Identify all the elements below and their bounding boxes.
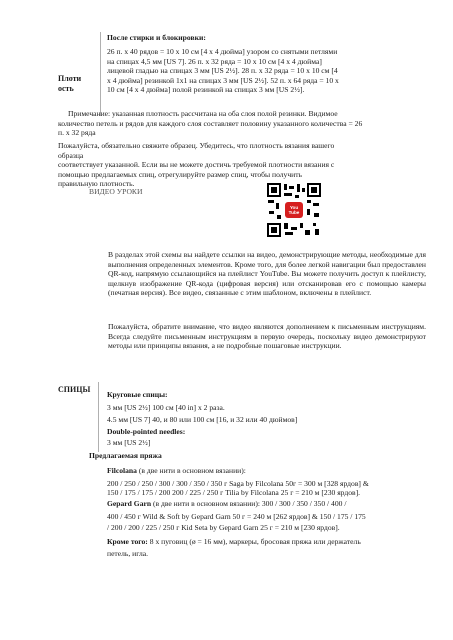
other-line2: петель, игла.: [107, 548, 149, 558]
video-paragraph-1: В разделах этой схемы вы найдете ссылки на видео, демонстрирующие методы, необходимые для выполнения определенных элементов. Кроме того, для более легкой навигации был предоставлен QR-код, напрямую ссылающийся на плейлист YouTube. Вы можете получить доступ к плейлисту, щелкнув изображение QR-кода (цифровая версия) или отсканировав его с помощью камеры (печатная версия). Все видео, связанные с этим шаблоном, включены в плейлист.: [108, 250, 426, 298]
filcolana-block: [107, 466, 437, 498]
filcolana-line: 150 / 175 / 175 / 200 200 / 225 / 250 г Tilia by Filcolana 25 г = 210 м [230 ярдов].: [107, 488, 361, 498]
gepard-title: [107, 499, 437, 509]
filcolana-name: Filcolana: [107, 466, 137, 475]
youtube-badge-line1: You: [289, 205, 299, 210]
swatch-line: Пожалуйста, обязательно свяжите образец. Убедитесь, что плотность вязания вашего: [58, 141, 335, 150]
density-section-label: [58, 74, 81, 94]
gepard-line: 400 / 450 г Wild & Soft by Gepard Garn 50 г = 240 м [262 ярдов] & 150 / 175 / 175: [107, 511, 366, 521]
youtube-playlist-qr-code[interactable]: [267, 183, 321, 237]
video-heading: ВИДЕО УРОКИ: [89, 187, 143, 196]
filcolana-title: [107, 466, 437, 476]
density-line: лицевой гладью на спицах 3 мм [US 2½]. 28 п. х 32 ряда = 10 х 10 см [4: [107, 66, 338, 76]
divider-needles: [98, 382, 99, 452]
gepard-block: [107, 499, 437, 533]
other-first-line: [107, 537, 437, 547]
circular-needles-heading: Круговые спицы:: [107, 390, 168, 399]
swatch-line: соответствует указанной. Если вы не можете достичь требуемой плотности вязания с: [58, 160, 335, 170]
density-heading: После стирки и блокировки:: [107, 33, 206, 42]
divider-density: [100, 32, 101, 116]
circular-needle-line: 3 мм [US 2½] 100 см [40 in] х 2 раза.: [107, 402, 225, 412]
density-line: х 4 дюйма] резинкой 1х1 на спицах 3 мм [US 2½]. 52 п. х 64 ряда = 10 х: [107, 75, 339, 85]
swatch-line: помощью предлагаемых спиц, отрегулируйте размер спиц, чтобы получить: [58, 169, 303, 179]
density-label-line2: ость: [58, 84, 74, 93]
density-body: [107, 47, 427, 95]
circular-needle-line: 4.5 мм [US 7] 40, и 80 или 100 см [16, и 32 или 40 дюймов]: [107, 415, 298, 425]
dpn-heading: Double-pointed needles:: [107, 426, 186, 436]
youtube-logo-icon: [285, 202, 303, 218]
swatch-text: [58, 141, 438, 189]
other-heading: Кроме того:: [107, 537, 148, 546]
note-line: количество петель и рядов для каждого слоя составляет половину указанного количества = 26: [58, 118, 363, 128]
gepard-line: / 200 / 200 / 225 / 250 г Kid Seta by Gepard Garn 25 г = 210 м [230 ярдов].: [107, 523, 340, 533]
dpn-line: 3 мм [US 2½]: [107, 438, 151, 448]
yarn-heading: Предлагаемая пряжа: [89, 451, 162, 460]
note-line: п. х 32 ряда: [58, 128, 96, 138]
gepard-name: Gepard Garn: [107, 499, 152, 508]
needles-section-label: СПИЦЫ: [58, 385, 91, 394]
density-label-line1: Плоти: [58, 74, 82, 83]
filcolana-line: 200 / 250 / 250 / 300 / 300 / 350 / 350 г Saga by Filcolana 50г = 300 м [328 ярдов] &: [107, 478, 369, 488]
density-line: 10 см [4 х 4 дюйма] полой резинкой на спицах 3 мм [US 2½].: [107, 85, 305, 95]
youtube-badge-line2: Tube: [288, 210, 300, 215]
note-line: Примечание: указанная плотность рассчитана на оба слоя полой резинки. Видимое: [68, 109, 338, 118]
other-supplies: [107, 537, 437, 558]
filcolana-suffix: (в две нити в основном вязании):: [136, 466, 246, 475]
swatch-line: правильную плотность.: [58, 179, 135, 189]
density-line: 26 п. х 40 рядов = 10 х 10 см [4 х 4 дюйма] узором со снятыми петлями: [107, 47, 338, 56]
needles-body: [107, 390, 427, 448]
density-line: на спицах 4,5 мм [US 7]. 26 п. х 32 ряда = 10 х 10 см [4 х 4 дюйма]: [107, 56, 322, 66]
video-paragraph-2: Пожалуйста, обратите внимание, что видео являются дополнением к письменным инструкциям. Всегда следуйте письменным инструкциям в первую очередь, поскольку видео демонстрируют методы или принципы вязания, а не подробные пошаговые инструкции.: [108, 322, 426, 351]
gepard-first: (в две нити в основном вязании): 300 / 300 / 350 / 350 / 400 /: [151, 499, 347, 508]
density-note: [58, 109, 438, 138]
swatch-line: образца: [58, 150, 84, 160]
other-line1: 8 х пуговиц (ø = 16 мм), маркеры, бросовая пряжа или держатель: [147, 537, 361, 546]
